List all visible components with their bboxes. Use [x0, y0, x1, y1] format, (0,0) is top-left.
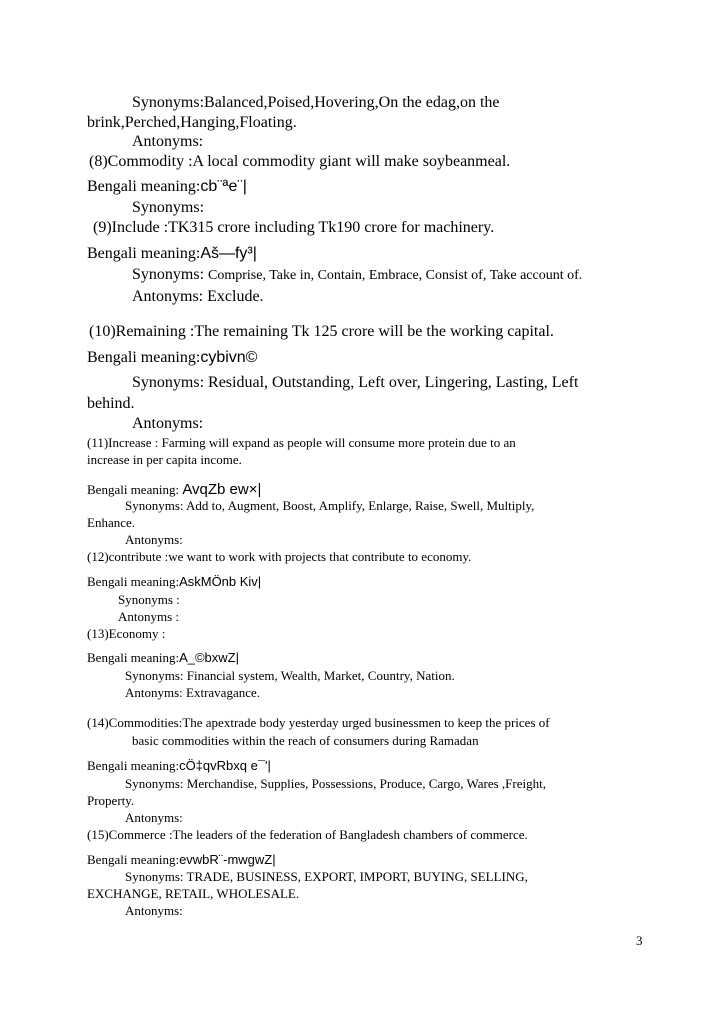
text-line: Antonyms:	[125, 903, 183, 918]
text-line: Synonyms: Comprise, Take in, Contain, Embrace, Consist of, Take account of.	[132, 266, 583, 283]
bengali-meaning-value: AskMÖnb Kiv|	[179, 574, 262, 589]
bengali-meaning-value: A_©bxwZ|	[179, 650, 239, 665]
bengali-meaning-line	[87, 482, 261, 497]
bengali-meaning-label: Bengali meaning:	[87, 482, 183, 497]
text-line: Antonyms:	[132, 415, 204, 432]
bengali-meaning-label: Bengali meaning:	[87, 574, 180, 589]
text-line: basic commodities within the reach of consumers during Ramadan	[132, 733, 479, 748]
text-line: (14)Commodities:The apextrade body yesterday urged businessmen to keep the prices of	[87, 715, 550, 730]
text-line: Antonyms:	[132, 133, 204, 150]
bengali-meaning-line	[87, 651, 239, 664]
text-line: Enhance.	[87, 515, 136, 530]
bengali-meaning-line	[87, 179, 247, 195]
text-line: Synonyms: Residual, Outstanding, Left over, Lingering, Lasting, Left	[132, 374, 579, 391]
text-line: Property.	[87, 793, 135, 808]
page-number: 3	[636, 933, 643, 948]
bengali-meaning-label: Bengali meaning:	[87, 349, 201, 366]
text-line: Synonyms: Financial system, Wealth, Market, Country, Nation.	[125, 668, 455, 683]
text-line: (11)Increase : Farming will expand as people will consume more protein due to an	[87, 435, 516, 450]
text-line: (15)Commerce :The leaders of the federation of Bangladesh chambers of commerce.	[87, 827, 528, 842]
text-line: (9)Include :TK315 crore including Tk190 crore for machinery.	[93, 219, 495, 236]
text-line: Synonyms: Merchandise, Supplies, Possessions, Produce, Cargo, Wares ,Freight,	[125, 776, 546, 791]
bengali-meaning-line	[87, 759, 271, 772]
text-line: Antonyms :	[118, 609, 180, 624]
text-line: Synonyms: TRADE, BUSINESS, EXPORT, IMPORT, BUYING, SELLING,	[125, 869, 528, 884]
bengali-meaning-value: cÖ‡qvRbxq e¯'|	[179, 758, 271, 773]
text-line: Synonyms: Add to, Augment, Boost, Amplify, Enlarge, Raise, Swell, Multiply,	[125, 498, 535, 513]
text-line: Antonyms:	[125, 532, 183, 547]
text-line: (8)Commodity :A local commodity giant will make soybeanmeal.	[89, 153, 511, 170]
bengali-meaning-value: Aš—fy³|	[200, 245, 257, 262]
bengali-meaning-label: Bengali meaning:	[87, 650, 180, 665]
text-line: (10)Remaining :The remaining Tk 125 crore will be the working capital.	[89, 323, 554, 340]
bengali-meaning-label: Bengali meaning:	[87, 178, 201, 195]
bengali-meaning-value: AvqZb ew×|	[182, 481, 262, 498]
bengali-meaning-line	[87, 350, 257, 366]
text-line: behind.	[87, 395, 135, 412]
text-line: increase in per capita income.	[87, 452, 242, 467]
text-line: Synonyms:Balanced,Poised,Hovering,On the edag,on the	[132, 94, 500, 111]
bengali-meaning-line	[87, 575, 261, 588]
bengali-meaning-value: evwbR¨-mwgwZ|	[179, 852, 276, 867]
text-line: Antonyms:	[125, 810, 183, 825]
bengali-meaning-value: cybivn©	[200, 349, 258, 366]
bengali-meaning-value: cb¨ªe¨|	[200, 178, 247, 195]
text-line: Synonyms:	[132, 199, 205, 216]
bengali-meaning-line	[87, 853, 276, 866]
bengali-meaning-line	[87, 246, 257, 262]
text-line: EXCHANGE, RETAIL, WHOLESALE.	[87, 886, 300, 901]
bengali-meaning-label: Bengali meaning:	[87, 852, 180, 867]
bengali-meaning-label: Bengali meaning:	[87, 758, 180, 773]
text-line: brink,Perched,Hanging,Floating.	[87, 114, 297, 131]
text-line: Antonyms: Exclude.	[132, 288, 264, 305]
text-line: (12)contribute :we want to work with projects that contribute to economy.	[87, 549, 472, 564]
text-line: Synonyms :	[118, 592, 180, 607]
bengali-meaning-label: Bengali meaning:	[87, 245, 201, 262]
text-line: (13)Economy :	[87, 626, 166, 641]
text-line: Antonyms: Extravagance.	[125, 685, 261, 700]
